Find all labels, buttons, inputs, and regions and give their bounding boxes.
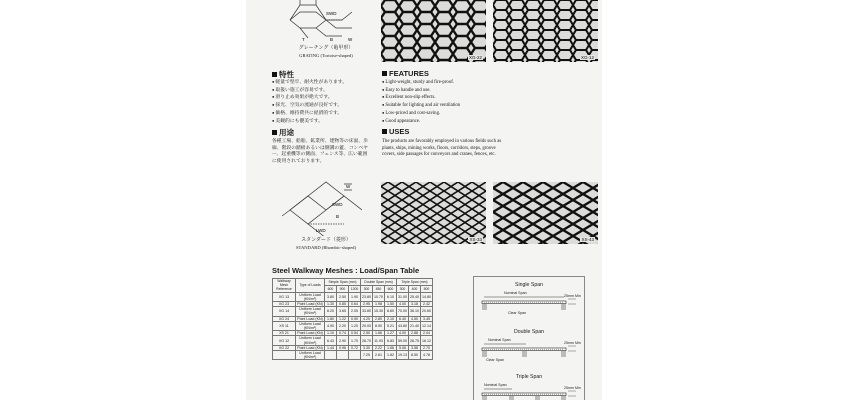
table-cell-value: 5.06 [397, 345, 409, 350]
table-cell-value: 28.75 [409, 336, 421, 345]
features-en-heading: FEATURES [382, 69, 429, 78]
features-jp-list [272, 79, 372, 125]
table-cell-value: 2.50 [337, 292, 349, 301]
photo-xg22 [381, 0, 486, 62]
photo-xs33 [381, 182, 486, 244]
grating-mesh-diagram [286, 0, 361, 44]
photo-xs43 [493, 182, 598, 244]
table-cell-value: 11.93 [373, 336, 385, 345]
table-cell-type: Point Load (KN) [297, 316, 323, 321]
table-cell-value: 0.74 [337, 331, 349, 336]
table-subhead: 300 [397, 285, 409, 292]
table-cell-value: 6.83 [385, 336, 397, 345]
table-cell-value: 4.78 [421, 351, 433, 360]
table-cell-value: 1.90 [349, 292, 361, 301]
table-cell-ref: XS 21 [273, 331, 296, 336]
load-span-table-title: Steel Walkway Meshes : Load/Span Table [272, 266, 420, 275]
table-cell-value: 4.50 [409, 316, 421, 321]
load-span-table [272, 278, 433, 360]
table-head-simple: Simple Span (mm) [325, 279, 361, 286]
table-cell-ref: XG 14 [273, 307, 296, 316]
table-subhead: 900 [337, 285, 349, 292]
feature-item: ● 軽量で堅牢、耐火性があります。 [272, 79, 372, 87]
grating-label-w: W [348, 37, 353, 42]
table-cell-value: 3.18 [409, 302, 421, 307]
table-cell-value: 4.20 [361, 316, 373, 321]
table-cell-value: 8.50 [409, 351, 421, 360]
table-cell-value: 33.80 [361, 307, 373, 316]
single-dim-label: 25mm Min [564, 294, 581, 298]
table-cell-type: Uniform Load (KN/m²) [296, 336, 325, 345]
table-cell-type: Point Load (KN) [297, 302, 323, 307]
uses-jp-heading: 用途 [272, 127, 294, 138]
table-cell-value: 21.40 [409, 321, 421, 330]
table-cell-value: 2.61 [373, 351, 385, 360]
table-head-type: Type of Loads [296, 279, 325, 293]
span-diagrams-panel [473, 276, 585, 400]
table-cell-value: 1.66 [373, 331, 385, 336]
table-cell-value: 3.65 [337, 307, 349, 316]
table-cell-value: 8.60 [385, 307, 397, 316]
table-cell-value: 1.30 [325, 302, 337, 307]
table-cell-value: 28.70 [361, 336, 373, 345]
grating-label-swd: SWD [326, 11, 337, 16]
table-cell-ref: XG 22 [273, 345, 296, 350]
table-cell-value: 1.10 [325, 331, 337, 336]
table-cell-value: 0.64 [349, 302, 361, 307]
table-cell-value: 2.05 [349, 307, 361, 316]
triple-dim-label: 25mm Min [564, 386, 581, 390]
table-cell-value: 0.54 [349, 331, 361, 336]
table-cell-ref: XG 12 [273, 336, 296, 345]
table-subhead: 300 [361, 285, 373, 292]
standard-mesh-diagram [282, 180, 362, 236]
table-cell-ref [273, 351, 296, 360]
table-cell-value: 4.00 [397, 302, 409, 307]
table-cell-value: 5.21 [385, 321, 397, 330]
heading-square-icon [272, 72, 277, 77]
table-cell-value: 1.27 [385, 331, 397, 336]
table-cell-value: 20.00 [361, 321, 373, 330]
features-en-list [382, 79, 512, 125]
heading-square-icon [272, 130, 277, 135]
table-cell-value: 16.12 [421, 336, 433, 345]
uses-en-text: The products are favorably employed in various fields such as plants, ships, mining works, floors, corridors, steps, groove covers, side passages for conveyors and cranes, fences, etc. [382, 139, 502, 158]
table-cell-value: 2.90 [337, 336, 349, 345]
standard-label-swd: SWD [332, 202, 343, 207]
table-cell-value: 3.80 [325, 292, 337, 301]
grating-label-t: T [302, 37, 305, 42]
table-cell-value: 1.80 [325, 316, 337, 321]
table-cell-value: 59.00 [397, 336, 409, 345]
table-cell-value: 1.22 [337, 316, 349, 321]
single-span-drawing [480, 295, 580, 315]
table-cell-value: 0.72 [349, 345, 361, 350]
table-cell-value: 14.80 [421, 292, 433, 301]
table-subhead: 600 [325, 285, 337, 292]
single-span-title: Single Span [515, 282, 543, 288]
table-cell-value: 3.45 [421, 316, 433, 321]
triple-span-title: Triple Span [515, 374, 543, 380]
table-cell-value [325, 351, 337, 360]
table-cell-value: 6.43 [325, 336, 337, 345]
feature-item: ● Excellent non-slip effects. [382, 94, 512, 102]
feature-item: ● 美観的にも優美です。 [272, 118, 372, 126]
table-cell-type: Uniform Load (KN/m²) [296, 321, 325, 330]
feature-item: ● Low-priced and cost-saving. [382, 110, 512, 118]
heading-square-icon [382, 71, 387, 76]
table-subhead: 450 [373, 285, 385, 292]
feature-item: ● 価格、維持費共に経済的です。 [272, 110, 372, 118]
table-cell-value: 8.20 [325, 307, 337, 316]
triple-nominal-label: Nominal Span [484, 383, 507, 387]
standard-label-b: B [336, 214, 340, 219]
table-cell-value: 1.70 [349, 336, 361, 345]
heading-square-icon [382, 129, 387, 134]
table-cell-value: 2.10 [385, 316, 397, 321]
table-cell-value: 1.98 [373, 302, 385, 307]
table-head-double: Double Span (mm) [361, 279, 397, 286]
table-cell-value: 3.58 [409, 345, 421, 350]
table-cell-value: 2.50 [361, 331, 373, 336]
table-cell-value: 31.00 [397, 292, 409, 301]
standard-caption-jp: スタンダード（菱形） [301, 238, 351, 243]
table-cell-value: 36.10 [409, 307, 421, 316]
table-row [273, 307, 433, 316]
table-cell-ref: XG 24 [273, 316, 296, 321]
catalog-page [246, 0, 602, 400]
photo-xg12-label: XG-12 [580, 55, 594, 60]
table-subhead: 400 [409, 285, 421, 292]
single-clear-label: Clear Span [508, 311, 526, 315]
table-row [273, 351, 433, 360]
table-cell-value: 70.00 [397, 307, 409, 316]
grating-caption-en: GRATING (Tortoise-shaped) [299, 53, 353, 58]
uses-en-heading: USES [382, 127, 409, 136]
table-cell-value: 1.66 [385, 345, 397, 350]
table-cell-value: 0.85 [337, 302, 349, 307]
table-head-triple: Triple Span (mm) [397, 279, 433, 286]
table-cell-value: 3.30 [361, 345, 373, 350]
table-cell-type: Uniform Load (KN/m²) [296, 292, 325, 301]
table-cell-value: 1.20 [349, 321, 361, 330]
double-clear-label: Clear Span [486, 358, 504, 362]
feature-item: ● Suitable for lighting and air ventilation [382, 102, 512, 110]
table-cell-value: 2.42 [421, 302, 433, 307]
photo-xs33-label: XS-33 [469, 237, 482, 242]
table-cell-value: 15.30 [373, 307, 385, 316]
table-cell-value: 10.70 [373, 292, 385, 301]
standard-caption-en: STANDARD (Rhombic-shaped) [296, 245, 356, 250]
table-cell-value: 6.10 [385, 292, 397, 301]
single-nominal-label: Nominal Span [504, 291, 527, 295]
table-cell-value: 19.13 [397, 351, 409, 360]
table-cell-value: 0.90 [349, 316, 361, 321]
table-cell-value: 20.60 [421, 307, 433, 316]
feature-item: ● Good appearance. [382, 118, 512, 126]
feature-item: ● Easy to handle and use. [382, 87, 512, 95]
table-row [273, 336, 433, 345]
table-cell-value: 43.80 [397, 321, 409, 330]
table-cell-value: 2.20 [337, 321, 349, 330]
uses-jp-text: 各種工場、船舶、鉱業所、建物等の床面、歩廊、階段の踏板あるいは側溝の蓋、コンベヤー、起重機等の側面、フェンス等、広い範囲に使用されております。 [272, 139, 368, 164]
table-cell-value: 1.50 [385, 302, 397, 307]
grating-label-b: B [330, 37, 334, 42]
table-cell-type: Point Load (KN) [297, 331, 323, 336]
table-cell-value: 1.44 [325, 345, 337, 350]
double-dim-label: 25mm Min [564, 341, 581, 345]
table-subhead: 600 [385, 285, 397, 292]
double-span-title: Double Span [514, 329, 544, 335]
table-cell-value: 2.22 [373, 345, 385, 350]
feature-item: ● 取扱い施工が容易です。 [272, 87, 372, 95]
table-cell-value: 2.80 [373, 316, 385, 321]
table-cell-ref: XG 13 [273, 292, 296, 301]
standard-label-w: W [346, 184, 351, 189]
feature-item: ● 滑り止め効果が絶大です。 [272, 94, 372, 102]
table-cell-type: Uniform Load (KN/m²) [296, 307, 325, 316]
table-cell-type: Point Load (KN) [297, 345, 323, 350]
table-cell-value: 6.40 [397, 316, 409, 321]
table-cell-value: 4.00 [397, 331, 409, 336]
table-subhead: 1200 [349, 285, 361, 292]
feature-item: ● Light-weight, sturdy and fire-proof. [382, 79, 512, 87]
table-cell-value: 2.04 [421, 331, 433, 336]
table-cell-value: 0.96 [337, 345, 349, 350]
table-subhead: 500 [421, 285, 433, 292]
table-cell-value: 25.40 [409, 292, 421, 301]
standard-label-lwd: LWD [316, 228, 326, 233]
double-nominal-label: Nominal Span [488, 338, 511, 342]
grating-caption-jp: グレーチング（亀甲形） [298, 46, 354, 51]
table-cell-value [349, 351, 361, 360]
table-cell-ref: XS 11 [273, 321, 296, 330]
table-row [273, 292, 433, 301]
table-row [273, 321, 433, 330]
table-cell-value: 8.90 [373, 321, 385, 330]
features-jp-heading: 特性 [272, 69, 294, 80]
table-cell-value [337, 351, 349, 360]
table-cell-value: 2.95 [361, 302, 373, 307]
photo-xg12 [493, 0, 598, 62]
table-cell-type: Uniform Load (KN/m²) [296, 351, 325, 360]
table-cell-value: 1.82 [385, 351, 397, 360]
table-head-ref: Walkway Mesh Reference [273, 279, 296, 293]
table-cell-value: 12.14 [421, 321, 433, 330]
photo-xg22-label: XG-22 [468, 55, 482, 60]
table-cell-ref: XG 23 [273, 302, 296, 307]
table-cell-value: 2.88 [409, 331, 421, 336]
table-cell-value: 4.90 [325, 321, 337, 330]
table-cell-value: 7.25 [361, 351, 373, 360]
photo-xs43-label: XS-43 [581, 237, 594, 242]
table-cell-value: 2.70 [421, 345, 433, 350]
table-cell-value: 23.80 [361, 292, 373, 301]
feature-item: ● 採光、空気の流通が良好です。 [272, 102, 372, 110]
